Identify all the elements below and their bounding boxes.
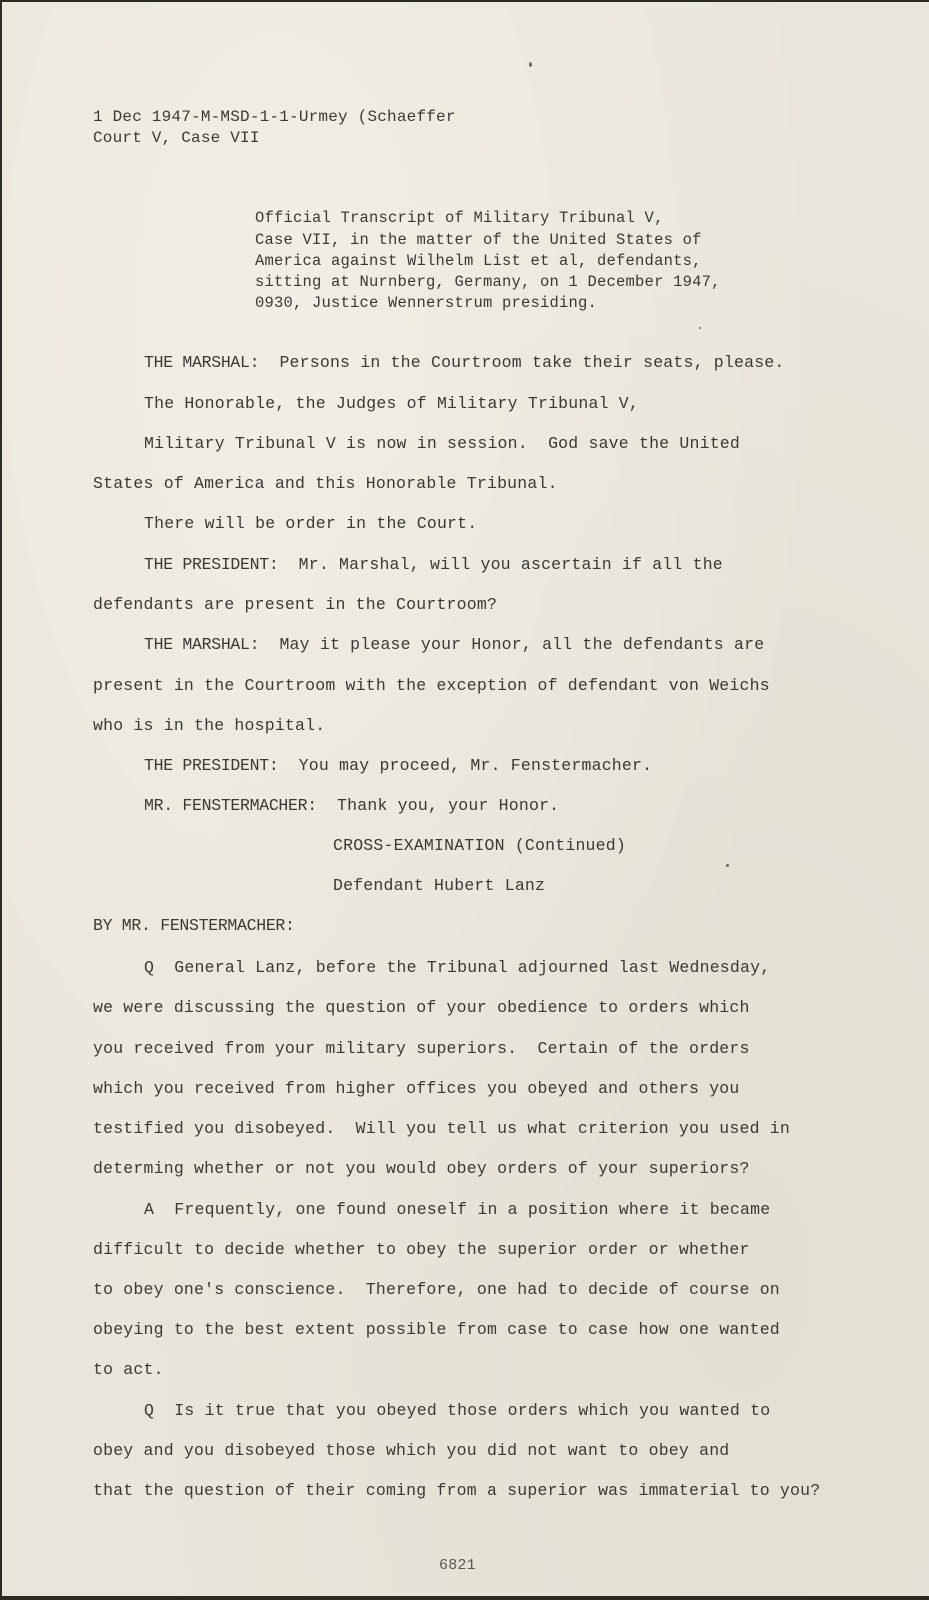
speech-text: You may proceed, Mr. Fenstermacher. bbox=[278, 756, 653, 775]
speech-text: Mr. Marshal, will you ascertain if all the bbox=[278, 555, 723, 574]
speaker-label: MR. FENSTERMACHER: bbox=[144, 796, 317, 815]
speech-text: Thank you, your Honor. bbox=[316, 796, 560, 815]
header-court-case: Court V, Case VII bbox=[93, 129, 260, 147]
speaker-label: THE MARSHAL: bbox=[144, 353, 260, 372]
transcript-line bbox=[144, 555, 723, 574]
section-heading: CROSS-EXAMINATION (Continued) bbox=[333, 836, 626, 855]
transcript-page bbox=[2, 2, 929, 1596]
transcript-line: States of America and this Honorable Tribunal. bbox=[93, 474, 558, 493]
caption-line: Official Transcript of Military Tribunal V, bbox=[255, 209, 664, 227]
transcript-line: defendants are present in the Courtroom? bbox=[93, 595, 498, 614]
transcript-line: Q Is it true that you obeyed those orders which you wanted to bbox=[144, 1401, 771, 1420]
transcript-line bbox=[144, 796, 559, 815]
transcript-line: to obey one's conscience. Therefore, one had to decide of course on bbox=[93, 1280, 780, 1299]
transcript-line: who is in the hospital. bbox=[93, 716, 326, 735]
transcript-line: Military Tribunal V is now in session. God save the United bbox=[144, 434, 740, 453]
transcript-line bbox=[144, 756, 652, 775]
transcript-line: Q General Lanz, before the Tribunal adjourned last Wednesday, bbox=[144, 958, 771, 977]
paper-speck bbox=[699, 327, 701, 329]
transcript-line: which you received from higher offices you obeyed and others you bbox=[93, 1079, 740, 1098]
section-subheading: Defendant Hubert Lanz bbox=[333, 876, 546, 895]
transcript-line: There will be order in the Court. bbox=[144, 514, 478, 533]
page-number: 6821 bbox=[439, 1557, 476, 1574]
paper-speck bbox=[726, 864, 729, 867]
transcript-line bbox=[144, 353, 785, 372]
speech-text: Persons in the Courtroom take their seats, please. bbox=[259, 353, 785, 372]
caption-line: sitting at Nurnberg, Germany, on 1 December 1947, bbox=[255, 273, 721, 291]
transcript-line: A Frequently, one found oneself in a position where it became bbox=[144, 1200, 771, 1219]
transcript-line: present in the Courtroom with the exception of defendant von Weichs bbox=[93, 676, 770, 695]
caption-line: 0930, Justice Wennerstrum presiding. bbox=[255, 294, 598, 312]
speaker-label: THE PRESIDENT: bbox=[144, 555, 279, 574]
transcript-line: you received from your military superiors. Certain of the orders bbox=[93, 1039, 750, 1058]
transcript-line: obeying to the best extent possible from case to case how one wanted bbox=[93, 1320, 780, 1339]
speaker-label: THE MARSHAL: bbox=[144, 635, 260, 654]
caption-line: Case VII, in the matter of the United States of bbox=[255, 231, 702, 249]
paper-speck bbox=[529, 62, 532, 67]
transcript-line: testified you disobeyed. Will you tell us what criterion you used in bbox=[93, 1119, 791, 1138]
header-reference-line: 1 Dec 1947-M-MSD-1-1-Urmey (Schaeffer bbox=[93, 108, 456, 126]
transcript-line: that the question of their coming from a superior was immaterial to you? bbox=[93, 1481, 821, 1500]
caption-line: America against Wilhelm List et al, defendants, bbox=[255, 252, 702, 270]
transcript-line bbox=[144, 635, 764, 654]
transcript-line: we were discussing the question of your obedience to orders which bbox=[93, 998, 750, 1017]
transcript-line: determing whether or not you would obey orders of your superiors? bbox=[93, 1159, 750, 1178]
speaker-label: THE PRESIDENT: bbox=[144, 756, 279, 775]
transcript-line: difficult to decide whether to obey the superior order or whether bbox=[93, 1240, 750, 1259]
transcript-line: obey and you disobeyed those which you did not want to obey and bbox=[93, 1441, 730, 1460]
examiner-label: BY MR. FENSTERMACHER: bbox=[93, 916, 295, 935]
transcript-line: The Honorable, the Judges of Military Tribunal V, bbox=[144, 394, 639, 413]
speech-text: May it please your Honor, all the defendants are bbox=[259, 635, 765, 654]
transcript-line: to act. bbox=[93, 1360, 164, 1379]
